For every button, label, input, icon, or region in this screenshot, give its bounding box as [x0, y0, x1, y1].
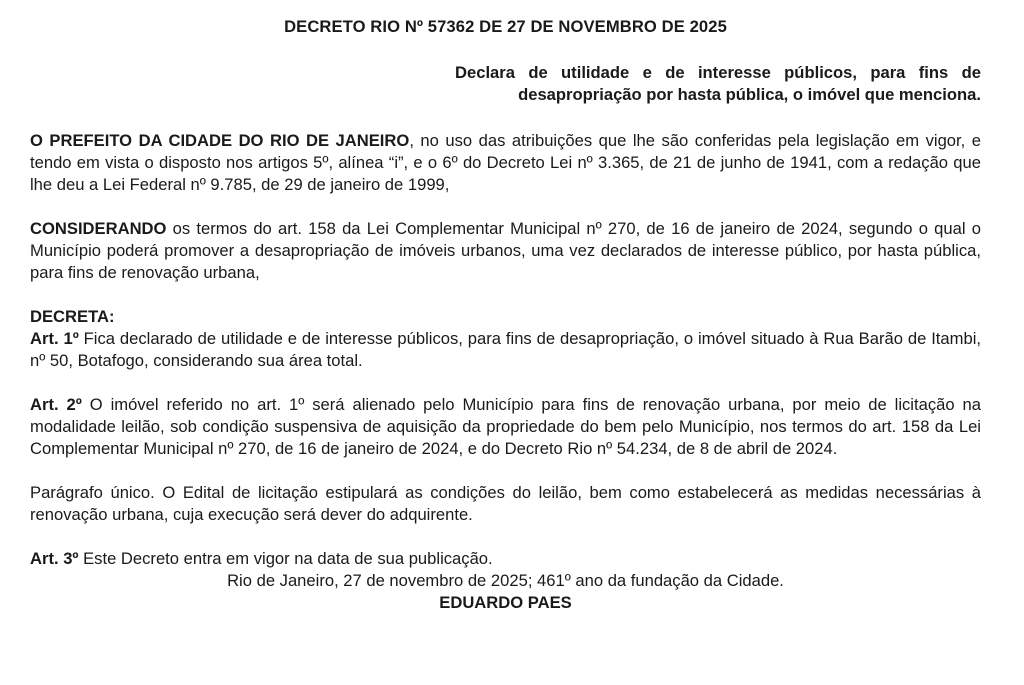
- decree-title: DECRETO RIO Nº 57362 DE 27 DE NOVEMBRO DE 2025: [284, 17, 727, 36]
- article-1-text: Fica declarado de utilidade e de interesse públicos, para fins de desapropriação, o imóvel situado à Rua Barão de Itambi, nº 50, Botafogo, considerando sua área total.: [30, 329, 981, 370]
- article-3-text: Este Decreto entra em vigor na data de sua publicação.: [78, 549, 493, 568]
- article-3-lead: Art. 3º: [30, 549, 79, 568]
- considerando-lead: CONSIDERANDO: [30, 219, 167, 238]
- preamble-paragraph: [30, 130, 981, 196]
- article-2-lead: Art. 2º: [30, 395, 82, 414]
- article-2: [30, 394, 981, 460]
- considerando-text: os termos do art. 158 da Lei Complementar Municipal nº 270, de 16 de janeiro de 2024, segundo o qual o Município poderá promover a desapropriação de imóveis urbanos, uma vez declarados de interesse público, por hasta pública, para fins de renovação urbana,: [30, 219, 981, 282]
- decree-summary: Declara de utilidade e de interesse públicos, para fins de desapropriação por hasta pública, o imóvel que menciona.: [455, 63, 981, 104]
- article-1-lead: Art. 1º: [30, 329, 79, 348]
- signature: EDUARDO PAES: [439, 593, 572, 612]
- preamble-lead: O PREFEITO DA CIDADE DO RIO DE JANEIRO: [30, 131, 410, 150]
- sole-paragraph: Parágrafo único. O Edital de licitação estipulará as condições do leilão, bem como estabelecerá as medidas necessárias à renovação urbana, cuja execução será dever do adquirente.: [30, 483, 981, 524]
- article-3: [30, 548, 981, 570]
- place-and-date: Rio de Janeiro, 27 de novembro de 2025; 461º ano da fundação da Cidade.: [227, 571, 784, 590]
- article-1: [30, 328, 981, 372]
- considerando-paragraph: [30, 218, 981, 284]
- decree-document: [30, 16, 981, 614]
- preamble-text: , no uso das atribuições que lhe são conferidas pela legislação em vigor, e tendo em vista o disposto nos artigos 5º, alínea “i”, e o 6º do Decreto Lei nº 3.365, de 21 de junho de 1941, com a redação que lhe deu a Lei Federal nº 9.785, de 29 de janeiro de 1999,: [30, 131, 981, 194]
- article-2-text: O imóvel referido no art. 1º será alienado pelo Município para fins de renovação urbana, por meio de licitação na modalidade leilão, sob condição suspensiva de aquisição da propriedade do bem pelo Município, nos termos do art. 158 da Lei Complementar Municipal nº 270, de 16 de janeiro de 2024, e do Decreto Rio nº 54.234, de 8 de abril de 2024.: [30, 395, 981, 458]
- decreta-heading: DECRETA:: [30, 307, 115, 326]
